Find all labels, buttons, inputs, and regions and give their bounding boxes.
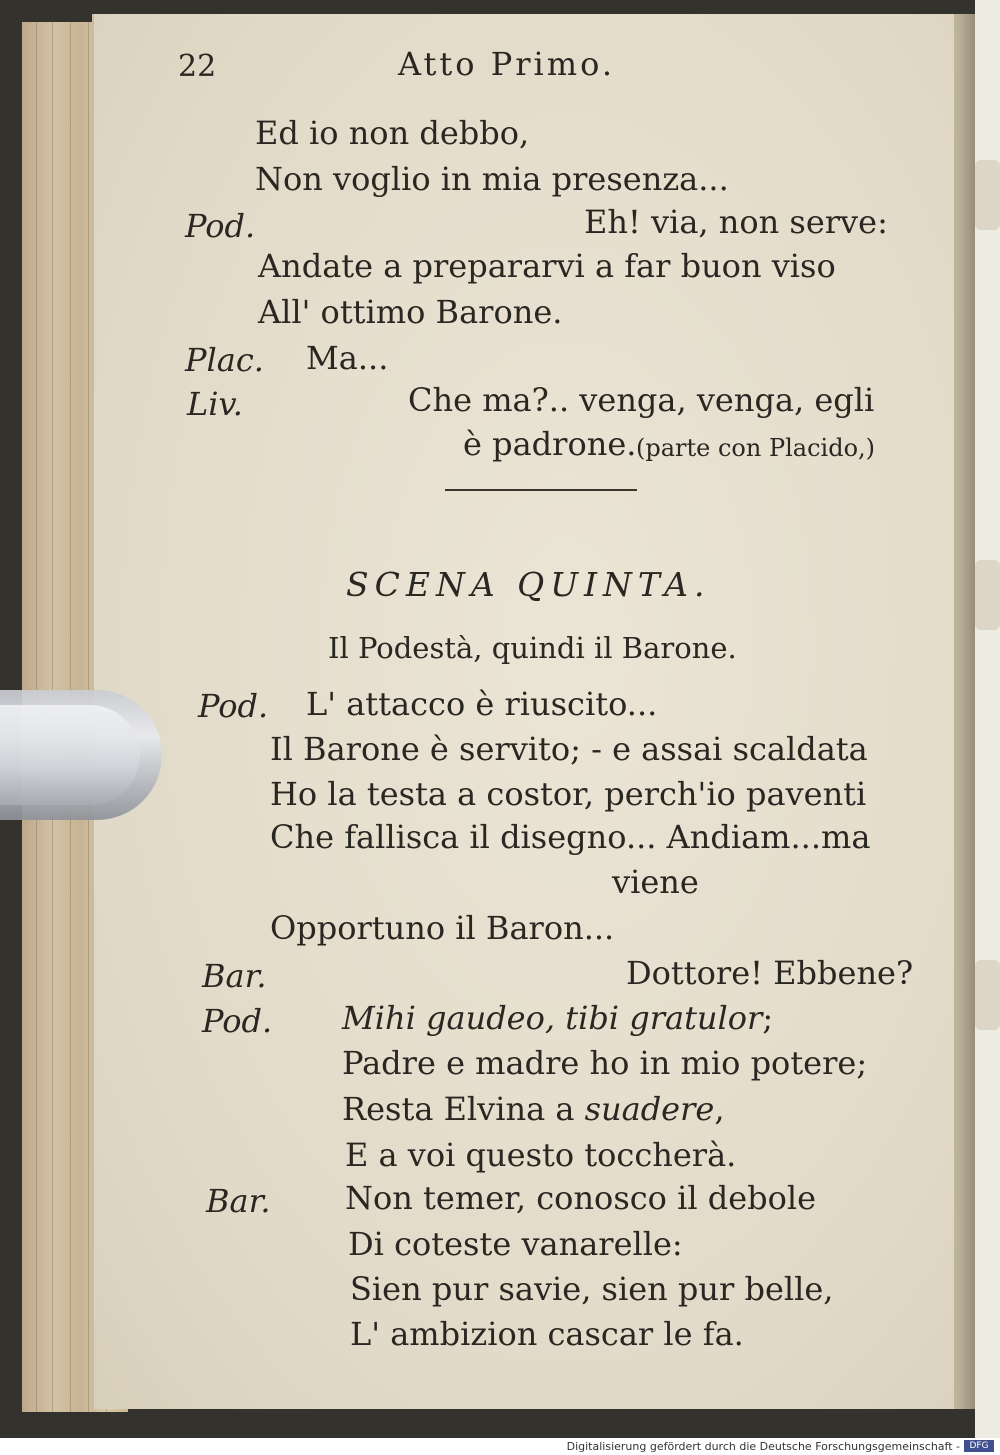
verse-line: L' attacco è riuscito...: [306, 685, 658, 723]
verse-line: Che fallisca il disegno... Andiam...ma: [270, 818, 871, 856]
verse-line: è padrone.: [463, 425, 637, 463]
running-header: Atto Primo.: [398, 45, 615, 83]
verse-line: Sien pur savie, sien pur belle,: [350, 1270, 834, 1308]
speaker-label: Liv.: [187, 385, 243, 423]
speaker-label: Plac.: [185, 341, 264, 379]
verse-line: All' ottimo Barone.: [258, 293, 563, 331]
verse-line: Non temer, conosco il debole: [345, 1179, 817, 1217]
facing-page-strip: [975, 0, 1000, 1440]
verse-line: Il Barone è servito; - e assai scaldata: [270, 730, 868, 768]
stage-direction: (parte con Placido,): [636, 434, 876, 462]
verse-line: E a voi questo toccherà.: [345, 1136, 737, 1174]
speaker-label: Pod.: [198, 687, 269, 725]
verse-line-latin: Mihi gaudeo, tibi gratulor;: [342, 999, 774, 1037]
verse-line: Eh! via, non serve:: [584, 203, 888, 241]
page-number: 22: [178, 49, 217, 84]
verse-line: Opportuno il Baron...: [270, 909, 615, 947]
scene-cast: Il Podestà, quindi il Barone.: [328, 631, 737, 665]
page-holder-slip-highlight: [0, 705, 140, 805]
section-divider: [445, 489, 637, 491]
speaker-label: Bar.: [202, 957, 267, 995]
scene-title: SCENA QUINTA.: [346, 565, 711, 604]
verse-line: Padre e madre ho in mio potere;: [342, 1044, 868, 1082]
verse-line: Non voglio in mia presenza...: [255, 160, 729, 198]
speaker-label: Pod.: [202, 1002, 273, 1040]
verse-line: Dottore! Ebbene?: [626, 954, 914, 992]
verse-line: viene: [612, 863, 699, 901]
verse-line: Ma...: [306, 339, 389, 377]
dfg-logo-icon: DFG: [964, 1440, 994, 1452]
verse-line: Che ma?.. venga, venga, egli: [408, 381, 875, 419]
verse-line: Di coteste vanarelle:: [348, 1225, 683, 1263]
verse-line: Andate a prepararvi a far buon viso: [258, 247, 836, 285]
verse-line: L' ambizion cascar le fa.: [350, 1315, 744, 1353]
verse-line: Ho la testa a costor, perch'io paventi: [270, 775, 867, 813]
verse-line-mixed: Resta Elvina a suadere,: [342, 1090, 725, 1128]
speaker-label: Pod.: [185, 207, 256, 245]
speaker-label: Bar.: [206, 1182, 271, 1220]
digitization-credit: Digitalisierung gefördert durch die Deutsche Forschungsgemeinschaft -: [566, 1440, 960, 1453]
verse-line: Ed io non debbo,: [255, 114, 530, 152]
